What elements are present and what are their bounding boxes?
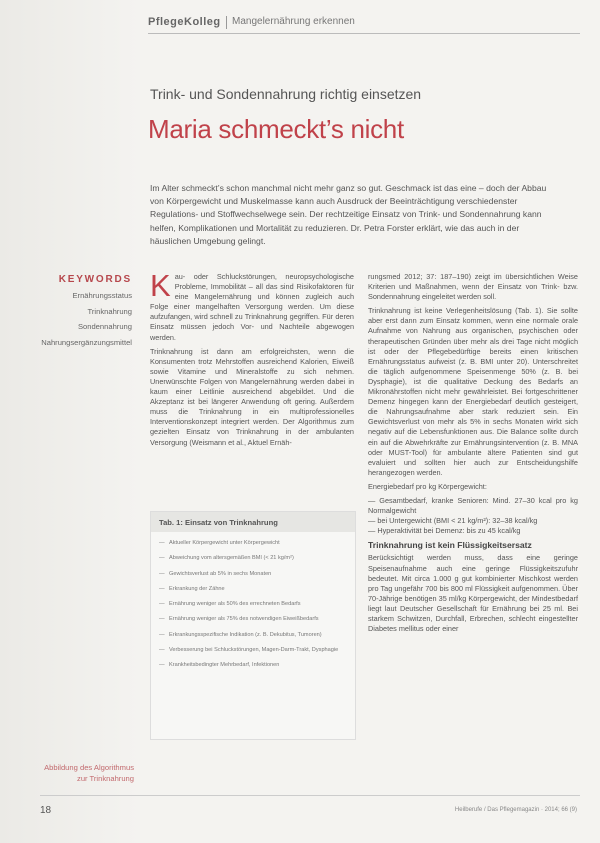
table-row: — Aktueller Körpergewicht unter Körpergewicht [159, 540, 347, 547]
brand-label: PflegeKolleg [148, 16, 221, 28]
footer-rule [40, 795, 580, 796]
body-paragraph: Trinknahrung ist dann am erfolgreichsten, wenn die Konsumenten trotz Mehrstoffen ausreichend Kalorien, Eiweiß sowie Vitamine und Mineralstoffe zu sich nehmen. Unerwünschte Folgen von Mangelernährung werden dabei in kaum einer Leitlinie ausreichend abgebildet. Und die Akzeptanz ist bei längerer Anwendung oft gering. Außerdem muss die Trinknahrung in ein multiprofessionelles Interventionskonzept integriert werden. Der Algorithmus zum gezielten Einsatz von Trinknahrung in der ambulanten Versorgung (Weismann et al., Aktuel Ernäh- [150, 346, 354, 447]
section-subhead: Trinknahrung ist kein Flüssigkeitsersatz [368, 540, 532, 551]
body-paragraph: Energiebedarf pro kg Körpergewicht: [368, 481, 487, 491]
keyword-item: Sondennahrung [77, 322, 132, 331]
energy-list [368, 496, 578, 536]
section-label: Mangelernährung erkennen [232, 16, 355, 27]
body-paragraph: Berücksichtigt werden muss, dass eine geringe Speisenaufnahme auch eine geringe Flüssigkeitszufuhr bedeutet. Mit circa 1.000 g gut kombinierter Mischkost werden pro Tag ungefähr 700 bis 800 ml Flüssigkeit aufgenommen. Über 70-Jährige benötigen 35 ml/kg Körpergewicht, der Mindestbedarf liegt laut Deutscher Gesellschaft für Ernährung bei 25 ml. Bei starkem Schwitzen, Durchfall, Erbrechen, schlecht eingestellter Diabetes mellitus oder einer [368, 553, 578, 634]
header [0, 0, 600, 36]
list-item-text: bei Untergewicht (BMI < 21 kg/m²): 32–38 kcal/kg [377, 516, 538, 526]
table-row: — Abweichung vom altersgemäßen BMI (< 21 kg/m²) [159, 555, 347, 562]
keywords-title: KEYWORDS [58, 274, 132, 285]
list-item: — Gesamtbedarf, kranke Senioren: Mind. 27–30 kcal pro kg Normalgewicht [368, 495, 578, 516]
table-row: — Ernährung weniger als 50% des errechneten Bedarfs [159, 601, 347, 608]
list-item: — Hyperaktivität bei Demenz: bis zu 45 kcal/kg [368, 526, 521, 536]
article-kicker: Trink- und Sondennahrung richtig einsetzen [150, 86, 422, 102]
table-row: — Verbesserung bei Schluckstörungen, Magen-Darm-Trakt, Dysphagie [159, 647, 347, 654]
article-lead: Im Alter schmeckt’s schon manchmal nicht mehr ganz so gut. Geschmack ist das eine – doch der Abbau von Körpergewicht und Muskelmasse kann auch Ausdruck der Beeinträchtigung verschiedenster Regulations- und Stoffwechselwege sein. Der rechtzeitige Einsatz von Trink- und Sondennahrung kann helfen, Komplikationen und Mortalität zu reduzieren. Dr. Petra Forster erklärt, wie das auch in der häuslichen Umgebung gelingt. [150, 183, 547, 246]
page-shade [0, 0, 140, 843]
list-item-text: Hyperaktivität bei Demenz: bis zu 45 kcal/kg [377, 526, 521, 536]
body-column-2 [368, 272, 578, 638]
table-title: Tab. 1: Einsatz von Trinknahrung [151, 512, 355, 532]
table-row: — Erkrankungsspezifische Indikation (z. B. Dekubitus, Tumoren) [159, 632, 347, 639]
keyword-item: Nahrungsergänzungsmittel [41, 337, 132, 347]
body-text: au- oder Schluckstörungen, neuropsychologische Probleme, Immobilität – all das sind Risikofaktoren für eine Mangelernährung und können zugleich auch Folge einer mangelhaften Versorgung werden. Um diese aufzufangen, wird schnell zu Trinknahrung gegriffen. Für deren Einsatz müssen jedoch Vor- und Nachteile abgewogen werden. [150, 272, 354, 342]
table-row: — Erkrankung der Zähne [159, 586, 347, 593]
body-paragraph: Trinknahrung ist keine Verlegenheitslösung (Tab. 1). Sie sollte aber erst dann zum Einsatz kommen, wenn eine normale orale Aufnahme von Nahrung aus organischen, psychischen oder therapeutischen Gründen über mehr als drei Tage nicht möglich ist oder der Pflegebedürftige bereits einen kritischen Ernährungsstatus aufweist (z. B. BMI unter 20). Unterschreitet die täglich aufgenommene Speisenmenge 50% (z. B. bei Dysphagie), ist die qualitative Deckung des Bedarfs an Mikronährstoffen nicht mehr gewährleistet. Bei fortgeschrittener Demenz hingegen kann der Energiebedarf deutlich gesteigert, die Nahrungsaufnahme aber stark reduziert sein. Ein Gewichtsverlust von mehr als 5% in sechs Monaten wirkt sich negativ auf die Lebensfunktionen aus. Die Balance sollte durch ein auf die Abwehrkräfte zur Ernährungsintervention (z. B. MNA oder MUST-Tool) für ambulante ältere Patienten sind gut evaluiert und sollten hier auch zur Entscheidungshilfe herangezogen werden. [368, 306, 578, 477]
page-number: 18 [40, 805, 52, 816]
keyword-item: Ernährungsstatus [72, 291, 132, 300]
keyword-item: Trinknahrung [87, 306, 132, 316]
footer-source: Heilberufe / Das Pflegemagazin · 2014; 66 (9) [454, 807, 577, 813]
dropcap: K [150, 268, 171, 303]
header-rule [148, 33, 580, 34]
table-row: — Krankheitsbedingter Mehrbedarf, Infektionen [159, 662, 347, 669]
list-item-text: Gesamtbedarf, kranke Senioren: Mind. 27–30 kcal pro kg Normalgewicht [368, 495, 578, 516]
body-paragraph: rungsmed 2012; 37: 187–190) zeigt im übersichtlichen Weise Kriterien und Maßnahmen, wenn der Einsatz von Trink- bzw. Sondennahrung eingeleitet werden soll. [368, 272, 578, 302]
table-row: — Gewichtsverlust ab 5% in sechs Monaten [159, 571, 347, 578]
margin-note: Abbildung des Algorithmus zur Trinknahrung [44, 763, 134, 783]
keywords-box [40, 274, 132, 352]
table-row: — Ernährung weniger als 75% des notwendigen Eiweißbedarfs [159, 616, 347, 623]
list-item: — bei Untergewicht (BMI < 21 kg/m²): 32–38 kcal/kg [368, 516, 538, 526]
table-1 [150, 511, 356, 740]
article-headline: Maria schmeckt’s nicht [148, 114, 404, 144]
header-divider [226, 16, 227, 29]
body-column-1 [150, 268, 354, 452]
body-paragraph [150, 268, 354, 343]
